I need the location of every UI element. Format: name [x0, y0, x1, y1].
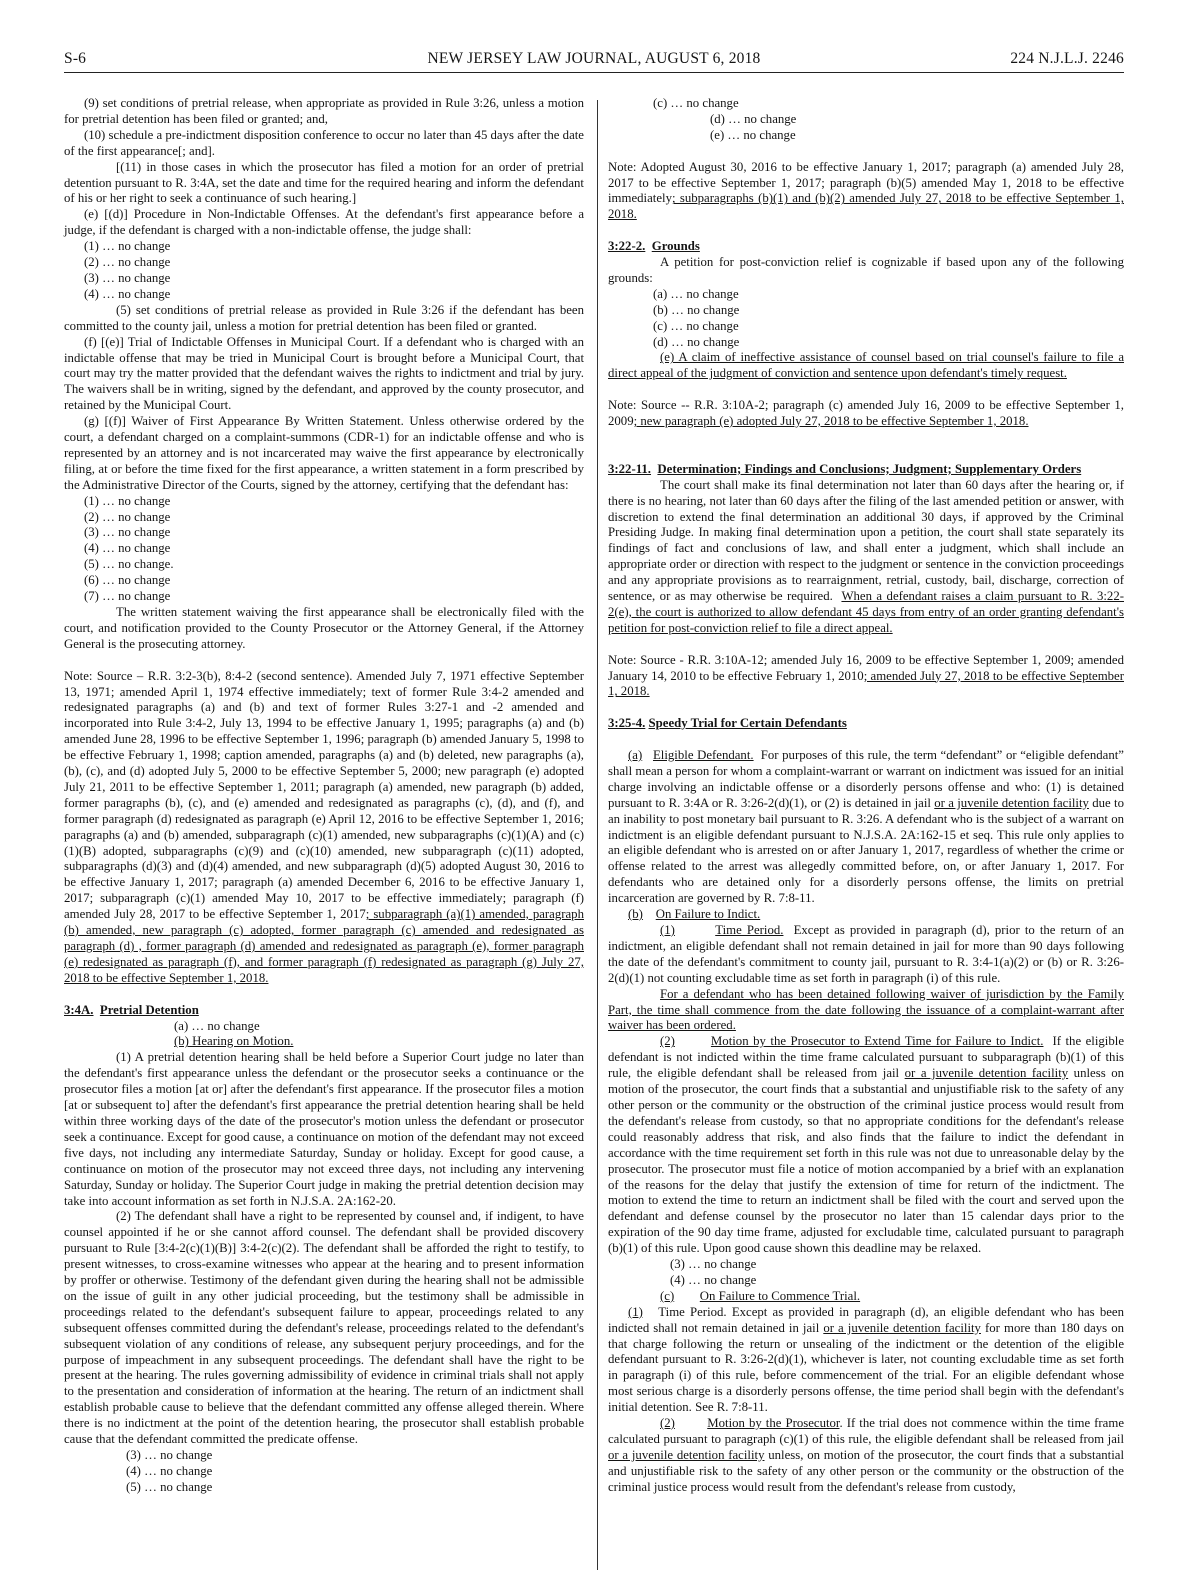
list-item: (3) … no change: [84, 525, 171, 540]
text: unless on motion of the prosecutor, the court finds that a substantial and unjustifiable risk to the safety of any other person or the community or the obstruction of the criminal justice process would result from the defendant's release from custody, so that no appropriate conditions for the defendant's release could reasonably address that risk, and also finds that the failure to indict the defendant in accordance with the time requirement set forth in this rule was not due to unreasonable delay by the prosecutor. The prosecutor must file a notice of motion accompanied by a brief with an explanation of the reasons for the delay that justify the extension of time for return of the indictment. The motion to extend the time to return an indictment shall be filed with the court and served upon the defendant and defense counsel by the prosecutor no later than 15 calendar days prior to the expiration of the 90 day time frame, adjusted for excludable time, calculated pursuant to paragraph (b)(1) of this rule. Upon good cause shown this deadline may be relaxed.: [608, 1066, 1124, 1256]
label: Motion by the Prosecutor to Extend Time for Failure to Indict.: [710, 1034, 1044, 1049]
list-item: (2) … no change: [84, 509, 171, 524]
paragraph-c10: (10) schedule a pre-indictment disposition conference to occur no later than 45 days after the date of the first appearance[; and].: [64, 127, 584, 158]
header-rule: [64, 72, 1124, 73]
label: (2): [660, 1034, 675, 1049]
paragraph-e-non-indictable: (e) [(d)] Procedure in Non-Indictable Offenses. At the defendant's first appearance before a judge, if the defendant is charged with a non-indictable offense, the judge shall:: [64, 207, 584, 238]
note-text: Note: Source – R.R. 3:2-3(b), 8:4-2 (second sentence). Amended July 7, 1971 effective September 13, 1971; amended April 1, 1974 effective immediately; text of former Rule 3:4-2 amended and redesignated paragraphs (a) and (b) and text of former Rules 3:27-1 and -2 amended and incorporated into Rule 3:4-2, July 13, 1994 to be effective January 1, 1995; paragraphs (a) and (b) amended June 28, 1996 to be effective September 1, 1996; paragraph (b) amended January 5, 1998 to be effective February 1, 1998; caption amended, paragraphs (a) and (b) deleted, new paragraphs (a), (b), (c), and (d) adopted July 5, 2000 to be effective September 5, 2000; new paragraph (e) adopted July 21, 2011 to be effective September 1, 2011; paragraph (a) amended, new paragraph (b) added, former paragraphs (b), (c), and (e) amended and redesignated as paragraphs (c), (d), and (f), and former paragraph (d) redesignated as paragraph (e) April 12, 2016 to be effective September 1, 2016; paragraphs (a) and (b) amended, subparagraph (c)(1) amended, new subparagraphs (c)(1)(A) and (c)(1)(B) adopted, subparagraphs (c)(9) and (c)(10) amended, new subparagraph (c)(11) adopted, subparagraphs (d)(3) and (d)(4) amended, and new subparagraph (d)(5) adopted August 30, 2016 to be effective January 1, 2017; paragraph (a) amended December 6, 2016 to be effective January 1, 2017; subparagraph (c)(1) amended May 10, 2017 to be effective immediately; paragraph (f) amended July 28, 2017 to be effective September 1, 2017: [64, 668, 584, 922]
text: The court shall make its final determination not later than 60 days after the hearing or, if there is no hearing, not later than 60 days after the filing of the last amended petition or answer, with discretion to extend the final determination an additional 30 days, if approved by the Criminal Presiding Judge. In making final determination upon a petition, the court shall state separately its findings of fact and conclusions of law, and shall enter a judgment, which shall include an appropriate order or direction with respect to the judgment or sentence in the conviction proceedings and any appropriate provisions as to rearraignment, retrial, custody, bail, discharge, correction of sentence, or as may otherwise be required.: [608, 477, 1124, 604]
source-note: [64, 669, 584, 987]
note-text: Note: Source -- R.R. 3:10A-2; paragraph (c) amended July 16, 2009 to be effective September 1, 2009: [608, 398, 1124, 429]
text: Except as provided in paragraph (d), prior to the return of an indictment, an eligible defendant shall not remain detained in jail for more than 90 days following the date of the defendant's commitment to county jail, pursuant to R. 3:4-1(a)(2) or (b) or R. 3:26-2(d)(1) not counting excludable time as set forth in paragraph (i) of this rule.: [608, 923, 1124, 985]
list-item: (4) … no change: [84, 286, 171, 301]
paragraph-e-new: (e) A claim of ineffective assistance of counsel based on trial counsel's failure to file a direct appeal of the judgment of conviction and sentence upon defendant's timely request.: [608, 350, 1124, 381]
list-item: (5) … no change: [126, 1479, 213, 1494]
list-item: (c) … no change: [653, 96, 739, 110]
label: Motion by the Prosecutor: [707, 1416, 840, 1431]
source-note: [608, 398, 1124, 430]
label: Eligible Defendant.: [652, 748, 754, 763]
note-amendment: ; amended July 27, 2018 to be effective September 1, 2018.: [608, 668, 1124, 699]
paragraph-c1-time: [608, 1305, 1124, 1416]
publication-title: NEW JERSEY LAW JOURNAL, AUGUST 6, 2018: [427, 50, 761, 67]
list-item: (a) … no change: [174, 1018, 260, 1033]
subheading-hearing: (b) Hearing on Motion.: [174, 1034, 294, 1049]
section-title: Pretrial Detention: [99, 1002, 199, 1017]
section-heading-3-4a: [64, 1003, 584, 1019]
note-text: Note: Source - R.R. 3:10A-12; amended July 16, 2009 to be effective September 1, 2009; amended January 14, 2010 to be effective February 1, 2010: [608, 652, 1124, 683]
label: (c): [660, 1288, 675, 1303]
left-column: [64, 96, 584, 1496]
text-amendment: or a juvenile detention facility: [904, 1066, 1069, 1081]
text: For purposes of this rule, the term “defendant” or “eligible defendant” shall mean a person for whom a complaint-warrant or warrant on indictment was issued for an initial charge involving an indictable offense or a disorderly persons offense and who: (1) is detained pursuant to R. 3:4A or R. 3:26-2(d)(1), or (2) is detained in jail: [608, 748, 1124, 810]
list-item: (3) … no change: [84, 270, 171, 285]
paragraph-a-eligible: [608, 748, 1124, 907]
section-heading-3-22-2: [608, 239, 1124, 255]
text: Time Period. Except as provided in paragraph (d), an eligible defendant who has been indicted shall not remain detained in jail: [608, 1304, 1124, 1335]
note-amendment: ; subparagraph (a)(1) amended, paragraph (b) amended, new paragraph (c) adopted, former paragraph (c) amended and redesignated as paragraph (d) , former paragraph (d) amended and redesignated as paragraph (e), former paragraph (e) redesignated as paragraph (f), and former paragraph (f) redesignated as paragraph (g) July 27, 2018 to be effective September 1, 2018.: [64, 907, 584, 985]
source-note: [608, 653, 1124, 701]
list-item: (b) … no change: [653, 302, 740, 317]
paragraph-b1: (1) A pretrial detention hearing shall be held before a Superior Court judge no later than the defendant's first appearance unless the defendant or the prosecutor seeks a continuance or the prosecutor files a motion [at or] after the defendant's first appearance. If the prosecutor files a motion [at or subsequent to] after the defendant's first appearance the pretrial detention hearing shall be held within three working days of the date of the prosecutor's motion unless the defendant or prosecutor seek a continuance. Except for good cause, a continuance on motion of the defendant may not exceed five days, not including any intermediate Saturday, Sunday or holiday. Except for good cause, a continuance on motion of the prosecutor may not exceed three days, not including any intervening Saturday, Sunday or holiday. The Superior Court judge in making the pretrial detention decision may take into account information as set forth in N.J.S.A. 2A:162-20.: [64, 1050, 584, 1208]
list-item: (d) … no change: [710, 111, 797, 126]
paragraph-c9: (9) set conditions of pretrial release, when appropriate as provided in Rule 3:26, unless a motion for pretrial detention has been filed or granted; and,: [64, 96, 584, 126]
label: (1): [660, 923, 675, 938]
source-note: [608, 160, 1124, 224]
text-amendment: or a juvenile detention facility: [823, 1320, 981, 1335]
paragraph-b2: (2) The defendant shall have a right to be represented by counsel and, if indigent, to have counsel appointed if he or she cannot afford counsel. The defendant shall be provided discovery pursuant to Rule [3:4-2(c)(1)(B)] 3:4-2(c)(2). The defendant shall be afforded the right to testify, to present witnesses, to cross-examine witnesses who appear at the hearing and to present information by proffer or otherwise. Testimony of the defendant given during the hearing shall not be admissible on the issue of guilt in any other judicial proceeding, but the testimony shall be admissible in proceedings related to the defendant's subsequent failure to appear, proceedings related to any subsequent offenses committed during the defendant's release, proceedings related to the defendant's subsequent violation of any conditions of release, any subsequent perjury proceedings, and for the purpose of impeachment in any subsequent proceedings. The defendant shall have the right to be present at the hearing. The rules governing admissibility of evidence in criminal trials shall not apply to the presentation and consideration of information at the hearing. The return of an indictment shall establish probable cause to believe that the defendant committed any offense alleged therein. Where there is no indictment at the point of the detention hearing, the prosecutor shall establish probable cause that the defendant committed the predicate offense.: [64, 1209, 584, 1447]
paragraph-c11-deleted: [(11) in those cases in which the prosecutor has filed a motion for an order of pretrial detention pursuant to R. 3:4A, set the date and time for the required hearing and inform the defendant of his or her right to seek a continuance of such hearing.]: [64, 159, 584, 206]
column-divider: [597, 100, 598, 1570]
list-item: (c) … no change: [653, 318, 739, 333]
list-item: (3) … no change: [670, 1257, 757, 1272]
section-heading-3-22-11: [608, 462, 1124, 478]
text-amendment: or a juvenile detention facility: [934, 795, 1089, 810]
text-amendment: When a defendant raises a claim pursuant to R. 3:22-2(e), the court is authorized to allow defendant 45 days from entry of an order granting defendant's petition for post-conviction relief to file a direct appeal.: [608, 589, 1124, 635]
text: If the eligible defendant is not indicted within the time frame calculated pursuant to subparagraph (b)(1) of this rule, the eligible defendant shall be released from jail: [608, 1034, 1125, 1081]
text-amendment: or a juvenile detention facility: [608, 1447, 765, 1462]
section-number: 3:22-2.: [608, 239, 646, 254]
label: Time Period.: [715, 923, 784, 938]
paragraph-f-municipal: (f) [(e)] Trial of Indictable Offenses in Municipal Court. If a defendant who is charged with an indictable offense that may be tried in Municipal Court is brought before a Municipal Court, that court may try the matter provided that the defendant waives the rights to indictment and trial by jury. The waivers shall be in writing, signed by the defendant, and approved by the county prosecutor, and retained by the Municipal Court.: [64, 334, 584, 413]
list-item: (2) … no change: [84, 255, 171, 270]
section-number: 3:22-11.: [608, 461, 652, 476]
list-item: (6) … no change: [84, 573, 171, 588]
note-amendment: ; new paragraph (e) adopted July 27, 2018 to be effective September 1, 2018.: [633, 414, 1029, 429]
paragraph-determination: [608, 478, 1124, 637]
label: (a): [628, 748, 643, 763]
paragraph-b2-motion: [608, 1034, 1124, 1257]
page-number: S-6: [64, 50, 87, 67]
note-text: Note: Adopted August 30, 2016 to be effective January 1, 2017; paragraph (a) amended July 28, 2017 to be effective September 1, 2017; paragraph (b)(5) amended May 1, 2018 to be effective immediately: [608, 159, 1124, 206]
list-item: (e) … no change: [710, 127, 796, 142]
section-title: Speedy Trial for Certain Defendants: [648, 716, 847, 731]
label: (2): [660, 1416, 675, 1431]
section-title: Determination; Findings and Conclusions; Judgment; Supplementary Orders: [657, 461, 1082, 476]
list-item: (a) … no change: [653, 286, 739, 301]
paragraph-b1-time: [608, 923, 1124, 987]
text: unless, on motion of the prosecutor, the court finds that a substantial and unjustifiable risk to the safety of any other person or the community or the obstruction of the criminal justice process would result from the defendant's release from custody,: [608, 1447, 1125, 1494]
list-item: (1) … no change: [84, 493, 171, 508]
list-item: (5) … no change.: [84, 557, 174, 572]
list-item: (4) … no change: [670, 1272, 757, 1287]
right-column: [608, 96, 1124, 1496]
text: . If the trial does not commence within the time frame calculated pursuant to paragraph (c)(1) of this rule, the eligible defendant shall be released from jail: [608, 1416, 1125, 1447]
label: On Failure to Commence Trial.: [699, 1288, 861, 1303]
paragraph-b-failure-indict: [608, 907, 1124, 923]
list-item: (7) … no change: [84, 589, 171, 604]
paragraph-g-waiver: (g) [(f)] Waiver of First Appearance By Written Statement. Unless otherwise ordered by the court, a defendant charged on a complaint-summons (CDR-1) for an indictable offense and who is represented by an attorney and is not incarcerated may waive the first appearance by electronically filing, at or before the time fixed for the first appearance, a written statement in a form prescribed by the Administrative Director of the Courts, signed by the attorney, certifying that the defendant has:: [64, 414, 584, 492]
paragraph-g-after: The written statement waiving the first appearance shall be electronically filed with the court, and notification provided to the County Prosecutor or the Attorney General, if the Attorney General is the prosecuting attorney.: [64, 605, 584, 651]
text: due to an inability to post monetary bail pursuant to R. 3:26. A defendant who is the subject of a warrant on indictment is an eligible defendant pursuant to N.J.S.A. 2A:162-15 et seq. This rule only applies to an eligible defendant who is arrested on or after January 1, 2017, regardless of whether the crime or offense related to the arrest was allegedly committed before, on, or after January 1, 2017. For defendants who are detained only for a disorderly persons offense, the limits on pretrial incarceration are governed by R. 7:8-11.: [608, 795, 1124, 906]
paragraph-grounds: A petition for post-conviction relief is cognizable if based upon any of the following grounds:: [608, 255, 1124, 285]
section-number: 3:4A.: [64, 1002, 94, 1017]
paragraph-b1-new: For a defendant who has been detained following waiver of jurisdiction by the Family Part, the time shall commence from the date following the issuance of a complaint-warrant after waiver has been ordered.: [608, 986, 1124, 1033]
list-item: (4) … no change: [126, 1463, 213, 1478]
list-item: (d) … no change: [653, 334, 740, 349]
page-header: [64, 50, 1124, 72]
note-amendment: ; subparagraphs (b)(1) and (b)(2) amended July 27, 2018 to be effective September 1, 2018.: [608, 191, 1124, 222]
section-heading-3-25-4: [608, 716, 1124, 732]
section-number: 3:25-4.: [608, 716, 646, 731]
label: (1): [628, 1304, 643, 1319]
citation: 224 N.J.L.J. 2246: [1010, 50, 1124, 67]
label: On Failure to Indict.: [655, 907, 761, 922]
paragraph-c-failure-trial: [608, 1289, 1124, 1305]
text: for more than 180 days on that charge following the return or unsealing of the indictment or the detention of the eligible defendant pursuant to R. 3:26-2(d)(1), whichever is later, not counting excludable time as set forth in paragraph (i) of this rule, before commencement of the trial. For an eligible defendant whose most serious charge is a disorderly persons offense, the time period shall begin with the defendant's initial detention. See R. 7:8-11.: [608, 1320, 1124, 1415]
paragraph-c2-motion: [608, 1416, 1124, 1496]
section-title: Grounds: [651, 239, 700, 254]
label: (b): [628, 907, 643, 922]
paragraph-e5: (5) set conditions of pretrial release as provided in Rule 3:26 if the defendant has been committed to the county jail, unless a motion for pretrial detention has been filed or granted.: [64, 302, 584, 333]
list-item: (4) … no change: [84, 541, 171, 556]
list-item: (1) … no change: [84, 239, 171, 254]
list-item: (3) … no change: [126, 1448, 213, 1462]
